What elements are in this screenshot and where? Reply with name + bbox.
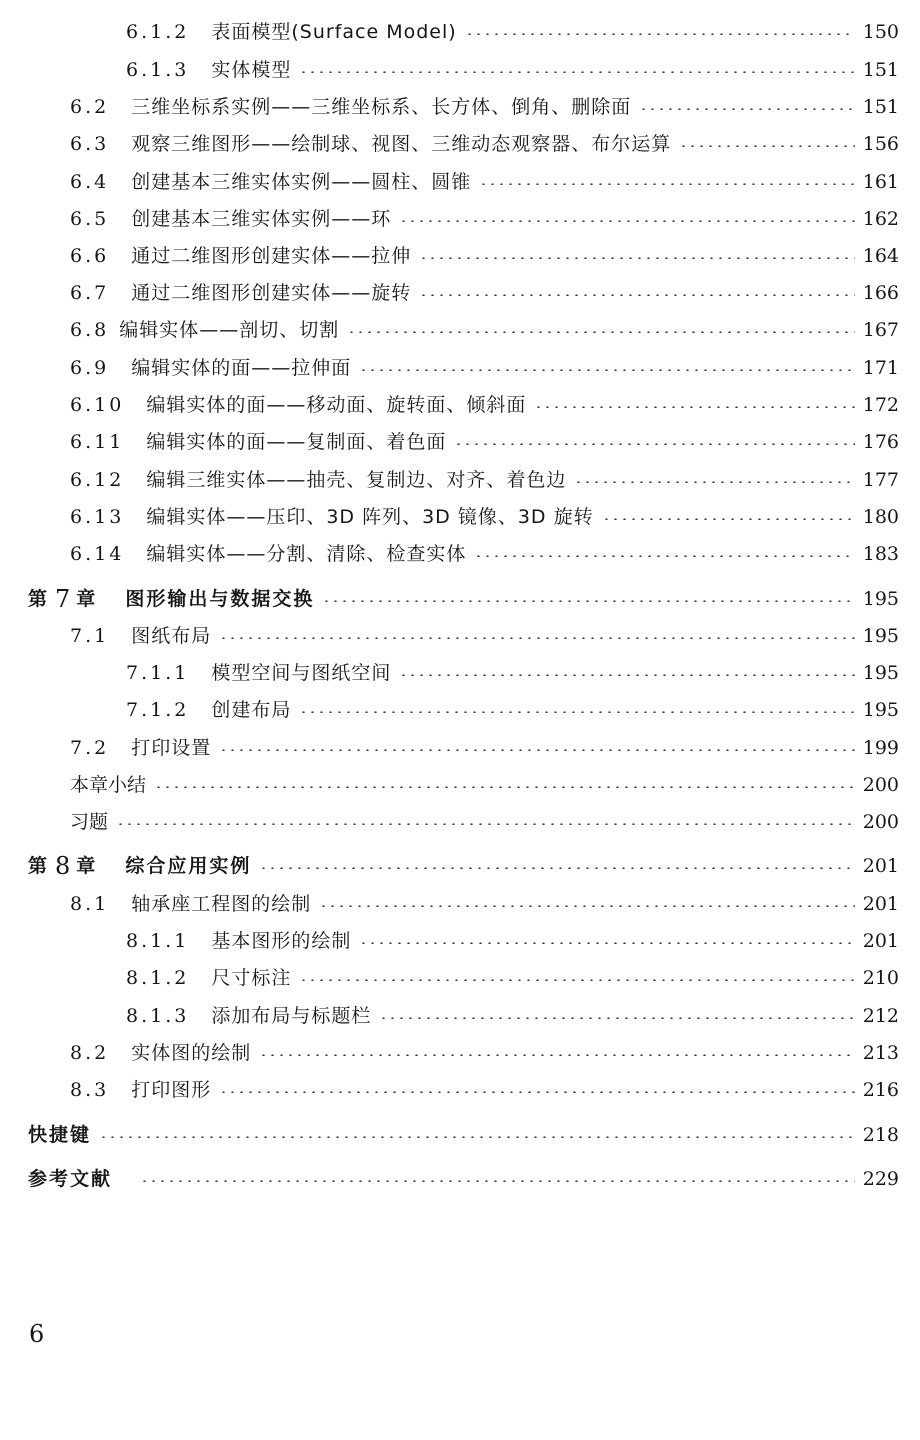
dot-leader [322, 600, 854, 602]
section-title: 打印设置 [131, 737, 212, 759]
page-ref: 201 [862, 893, 899, 915]
dot-leader [154, 786, 855, 788]
page-ref: 195 [862, 699, 899, 721]
page-ref: 167 [862, 319, 899, 341]
toc-entry-7-2[interactable] [70, 733, 899, 763]
page-ref: 216 [862, 1079, 899, 1101]
chapter-number: 8 [55, 852, 73, 880]
toc-entry-6-9[interactable] [70, 353, 899, 383]
dot-leader [399, 220, 855, 222]
page-ref: 199 [862, 737, 899, 759]
section-title: 编辑实体——压印、3D 阵列、3D 镜像、3D 旋转 [146, 506, 594, 528]
toc-entry-6-7[interactable] [70, 278, 899, 308]
dot-leader [419, 294, 855, 296]
dot-leader [219, 749, 855, 751]
toc-entry-8-3[interactable] [70, 1075, 899, 1105]
page-ref: 195 [862, 662, 899, 684]
toc-entry-6-3[interactable] [70, 129, 899, 159]
page-ref: 151 [862, 59, 899, 81]
section-title: 实体图的绘制 [131, 1042, 252, 1064]
page-ref: 195 [862, 625, 899, 647]
page-ref: 156 [862, 133, 899, 155]
dot-leader [347, 331, 855, 333]
section-title: 打印图形 [131, 1079, 212, 1101]
section-number: 6.12 [70, 469, 125, 491]
section-title: 编辑实体——分割、清除、检查实体 [146, 543, 467, 565]
toc-entry-6-6[interactable] [70, 241, 899, 271]
page-ref: 212 [862, 1005, 899, 1027]
toc-entry-6-11[interactable] [70, 427, 899, 457]
toc-entry-6-14[interactable] [70, 539, 899, 569]
chapter-prefix: 第 [28, 855, 52, 877]
section-title: 表面模型(Surface Model) [211, 21, 457, 43]
toc-entry-6-8[interactable] [70, 315, 899, 345]
toc-entry-shortcuts[interactable] [28, 1120, 899, 1150]
toc-entry-6-4[interactable] [70, 167, 899, 197]
section-title: 实体模型 [211, 59, 292, 81]
section-title: 模型空间与图纸空间 [211, 662, 392, 684]
section-title: 编辑实体的面——拉伸面 [131, 357, 352, 379]
toc-entry-6-5[interactable] [70, 204, 899, 234]
toc-entry-8-1-2[interactable] [126, 963, 899, 993]
chapter-suffix: 章 [76, 855, 100, 877]
page-ref: 171 [862, 357, 899, 379]
page-ref: 150 [862, 21, 899, 43]
section-title: 通过二维图形创建实体——旋转 [131, 282, 412, 304]
section-number: 6.1.2 [126, 21, 190, 43]
section-number: 6.5 [70, 208, 110, 230]
section-title: 本章小结 [70, 774, 147, 796]
page-ref: 210 [862, 967, 899, 989]
page-ref: 172 [862, 394, 899, 416]
page-ref: 200 [862, 774, 899, 796]
section-number: 6.10 [70, 394, 125, 416]
toc-entry-8-2[interactable] [70, 1038, 899, 1068]
section-title: 添加布局与标题栏 [211, 1005, 372, 1027]
section-number: 6.9 [70, 357, 110, 379]
section-title: 编辑实体——剖切、切割 [119, 319, 340, 341]
section-number: 8.1.1 [126, 930, 190, 952]
page-ref: 180 [862, 506, 899, 528]
chapter-prefix: 第 [28, 588, 52, 610]
section-number: 8.2 [70, 1042, 110, 1064]
dot-leader [219, 637, 855, 639]
section-title: 观察三维图形——绘制球、视图、三维动态观察器、布尔运算 [131, 133, 672, 155]
section-title: 习题 [70, 811, 109, 833]
page-ref: 201 [862, 930, 899, 952]
section-title: 图纸布局 [131, 625, 212, 647]
section-number: 8.1.2 [126, 967, 190, 989]
dot-leader [140, 1180, 855, 1182]
toc-entry-6-13[interactable] [70, 502, 899, 532]
dot-leader [679, 145, 855, 147]
section-number: 6.2 [70, 96, 110, 118]
section-title: 尺寸标注 [211, 967, 292, 989]
section-number: 7.2 [70, 737, 110, 759]
section-number: 6.4 [70, 171, 110, 193]
section-title: 通过二维图形创建实体——拉伸 [131, 245, 412, 267]
dot-leader [379, 1017, 854, 1019]
toc-entry-8-1-1[interactable] [126, 926, 899, 956]
section-title: 创建基本三维实体实例——环 [131, 208, 392, 230]
chapter-title: 图形输出与数据交换 [125, 588, 315, 610]
toc-entry-6-1-3[interactable] [126, 55, 899, 85]
chapter-suffix: 章 [76, 588, 100, 610]
dot-leader [419, 257, 855, 259]
page-ref: 195 [862, 588, 899, 610]
toc-entry-6-1-2[interactable] [126, 17, 899, 47]
section-number: 6.7 [70, 282, 110, 304]
dot-leader [534, 406, 854, 408]
section-number: 6.13 [70, 506, 125, 528]
toc-entry-6-10[interactable] [70, 390, 899, 420]
page-ref: 164 [862, 245, 899, 267]
dot-leader [116, 823, 855, 825]
section-title: 创建布局 [211, 699, 292, 721]
section-number: 6.3 [70, 133, 110, 155]
dot-leader [454, 443, 854, 445]
dot-leader [299, 71, 854, 73]
section-number: 8.3 [70, 1079, 110, 1101]
section-number: 7.1.2 [126, 699, 190, 721]
dot-leader [479, 183, 855, 185]
dot-leader [319, 905, 855, 907]
section-number: 6.14 [70, 543, 125, 565]
dot-leader [639, 108, 855, 110]
dot-leader [602, 518, 855, 520]
dot-leader [259, 1054, 855, 1056]
toc-entry-chapter-summary[interactable] [70, 770, 899, 800]
section-number: 7.1 [70, 625, 110, 647]
page-ref: 151 [862, 96, 899, 118]
chapter-title: 综合应用实例 [125, 855, 252, 877]
dot-leader [474, 555, 854, 557]
dot-leader [359, 942, 854, 944]
section-title: 编辑三维实体——抽壳、复制边、对齐、着色边 [146, 469, 567, 491]
section-number: 6.1.3 [126, 59, 190, 81]
toc-entry-7-1-2[interactable] [126, 695, 899, 725]
page-ref: 176 [862, 431, 899, 453]
section-title: 创建基本三维实体实例——圆柱、圆锥 [131, 171, 472, 193]
page-ref: 200 [862, 811, 899, 833]
toc-entry-6-2[interactable] [70, 92, 899, 122]
page-ref: 166 [862, 282, 899, 304]
dot-leader [465, 33, 855, 35]
toc-entry-8-1-3[interactable] [126, 1001, 899, 1031]
chapter-number: 7 [55, 585, 73, 613]
dot-leader [99, 1136, 855, 1138]
section-number: 8.1 [70, 893, 110, 915]
section-title: 编辑实体的面——复制面、着色面 [146, 431, 447, 453]
page-ref: 177 [862, 469, 899, 491]
section-title: 三维坐标系实例——三维坐标系、长方体、倒角、删除面 [131, 96, 632, 118]
section-number: 6.6 [70, 245, 110, 267]
page-ref: 161 [862, 171, 899, 193]
section-number: 6.11 [70, 431, 125, 453]
toc-entry-7-1[interactable] [70, 621, 899, 651]
dot-leader [259, 867, 854, 869]
page-ref: 218 [862, 1124, 899, 1146]
section-title: 快捷键 [28, 1124, 92, 1146]
section-number: 8.1.3 [126, 1005, 190, 1027]
dot-leader [219, 1091, 855, 1093]
toc-entry-7-1-1[interactable] [126, 658, 899, 688]
page-ref: 201 [862, 855, 899, 877]
dot-leader [574, 481, 854, 483]
section-number: 6.8 [70, 319, 110, 341]
dot-leader [359, 369, 855, 371]
page-ref: 183 [862, 543, 899, 565]
dot-leader [399, 674, 854, 676]
page-ref: 162 [862, 208, 899, 230]
page-ref: 213 [862, 1042, 899, 1064]
toc-entry-8-1[interactable] [70, 889, 899, 919]
toc-entry-6-12[interactable] [70, 465, 899, 495]
section-title: 编辑实体的面——移动面、旋转面、倾斜面 [146, 394, 527, 416]
page-ref: 229 [862, 1168, 899, 1190]
dot-leader [299, 711, 854, 713]
toc-entry-references[interactable] [28, 1164, 899, 1194]
toc-chapter-8[interactable] [28, 851, 899, 881]
page-number: 6 [29, 1320, 45, 1348]
section-title: 基本图形的绘制 [211, 930, 352, 952]
toc-entry-exercises[interactable] [70, 807, 899, 837]
section-title: 轴承座工程图的绘制 [131, 893, 312, 915]
section-title: 参考文献 [28, 1168, 113, 1190]
section-number: 7.1.1 [126, 662, 190, 684]
dot-leader [299, 979, 854, 981]
toc-chapter-7[interactable] [28, 584, 899, 614]
